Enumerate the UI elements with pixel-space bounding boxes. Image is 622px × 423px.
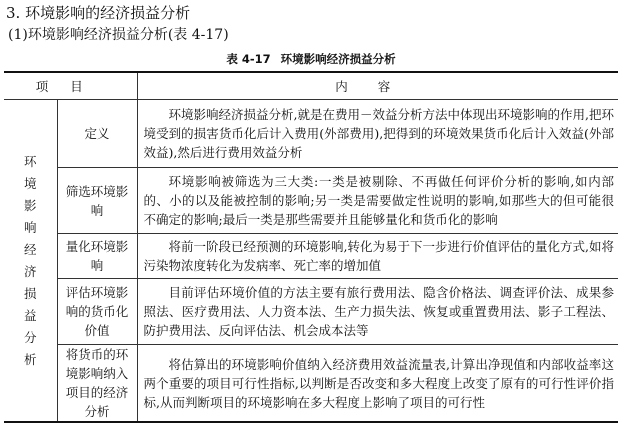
table-caption (0, 51, 622, 67)
table-row (4, 234, 618, 279)
content-text: 将前一阶段已经预测的环境影响,转化为易于下一步进行价值评估的量化方式,如将污染物浓度转化为发病率、死亡率的增加值 (143, 239, 615, 273)
content-cell (137, 279, 618, 345)
item-label: 评估环境影响的货币化价值 (65, 285, 129, 338)
content-cell (137, 168, 618, 234)
table-row (4, 345, 618, 423)
item-cell (57, 100, 137, 168)
item-label: 量化环境影响 (65, 239, 129, 273)
item-cell (57, 279, 137, 345)
analysis-table (4, 71, 618, 423)
header-content: 内容 (137, 72, 618, 100)
item-label: 定义 (84, 126, 110, 141)
content-text: 环境影响经济损益分析,就是在费用－效益分析方法中体现出环境影响的作用,把环境受到的损害货币化后计入费用(外部费用),把得到的环境效果货币化后计入效益(外部效益),然后进行费用效益分析 (143, 107, 615, 160)
table-caption-number: 表 4-17 (226, 52, 271, 66)
group-label: 环境影响经济损益分析 (23, 153, 37, 367)
content-text: 将估算出的环境影响价值纳入经济费用效益流量表,计算出净现值和内部收益率这两个重要的项目可行性指标,以判断是否改变和多大程度上改变了原有的可行性评价指标,从而判断项目的环境影响在多大程度上影响了项目的可行性 (143, 356, 615, 410)
table-row (4, 100, 618, 168)
subsection-heading: (1)环境影响经济损益分析(表 4-17) (8, 27, 229, 43)
section-heading: 3. 环境影响的经济损益分析 (6, 4, 191, 22)
table-header-row (4, 72, 618, 100)
content-text: 目前评估环境价值的方法主要有旅行费用法、隐含价格法、调查评价法、成果参照法、医疗费用法、人力资本法、生产力损失法、恢复或重置费用法、影子工程法、防护费用法、反向评估法、机会成本法等 (143, 285, 615, 338)
content-cell (137, 234, 618, 279)
item-cell (57, 234, 137, 279)
item-label: 筛选环境影响 (65, 183, 129, 218)
item-cell (57, 168, 137, 234)
item-label: 将货币的环境影响纳入项目的经济分析 (65, 347, 129, 419)
content-cell (137, 100, 618, 168)
table-caption-title: 环境影响经济损益分析 (280, 52, 396, 66)
group-label-cell (4, 100, 57, 423)
header-item: 项目 (4, 72, 137, 100)
table-row (4, 279, 618, 345)
content-cell (137, 345, 618, 423)
item-cell (57, 345, 137, 423)
table-row (4, 168, 618, 234)
content-text: 环境影响被筛选为三大类:一类是被剔除、不再做任何评价分析的影响,如内部的、小的以及能被控制的影响;另一类是需要做定性说明的影响,如那些大的但可能很不确定的影响;最后一类是那些需要并且能够量化和货币化的影响 (143, 174, 615, 227)
